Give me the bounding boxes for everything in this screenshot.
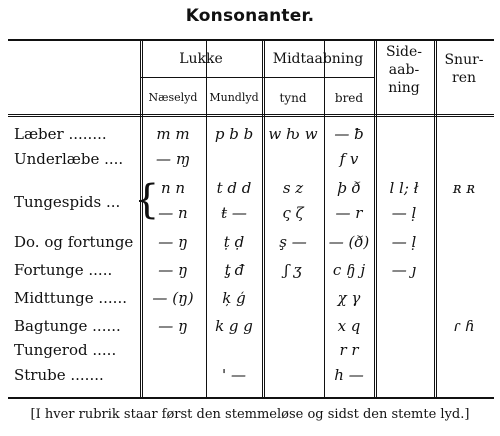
cell-side: — ḷ (391, 204, 417, 222)
cell-tynd: ʃ ʒ (284, 261, 302, 279)
cell-naeselyd: — n (158, 204, 188, 222)
cell-bred: f v (339, 150, 359, 168)
header-sideaabning: Side- aab- ning (385, 44, 423, 96)
cell-side: l l; ł (389, 179, 419, 197)
cell-mundlyd: t d d (216, 179, 252, 197)
consonant-table (8, 39, 494, 399)
cell-bred: r r (339, 341, 359, 359)
table-title: Konsonanter. (185, 6, 315, 26)
cell-mundlyd: ŧ — (221, 204, 247, 222)
cell-bred: c ɧ j (332, 261, 366, 279)
row-label: Læber ........ (14, 125, 107, 143)
cell-tynd: w ƕ w (268, 125, 318, 143)
cell-side: — ḷ (391, 233, 417, 251)
cell-mundlyd: ķ ģ (222, 289, 246, 307)
header-tynd: tynd (279, 91, 307, 105)
cell-bred: x q (337, 317, 361, 335)
cell-naeselyd: — ŋ (158, 317, 188, 335)
footnote: [I hver rubrik staar først den stemmeløse og sidst den stemte lyd.] (30, 407, 470, 422)
brace: { (134, 177, 160, 223)
header-snurren: Snur- ren (444, 52, 484, 86)
cell-bred: þ ð (337, 179, 361, 197)
cell-bred: — r (335, 204, 363, 222)
row-label: Fortunge ..... (14, 261, 113, 279)
cell-tynd: ş — (279, 233, 307, 251)
subheader-rule (140, 77, 374, 78)
row-label: Midttunge ...... (14, 289, 127, 307)
cell-naeselyd: — (ŋ) (152, 289, 194, 307)
cell-bred: χ γ (337, 289, 361, 307)
cell-snurren: ɾ ɦ (453, 317, 475, 335)
cell-mundlyd: k g g (215, 317, 253, 335)
cell-naeselyd: — ŋ (158, 261, 188, 279)
cell-naeselyd: m m (156, 125, 190, 143)
cell-naeselyd: — ŋ (158, 233, 188, 251)
header-lukke: Lukke (179, 51, 223, 67)
cell-bred: — (ð) (328, 233, 370, 251)
header-bred: bred (334, 91, 364, 105)
header-midtaabning: Midtaabning (272, 51, 364, 67)
row-label: Do. og fortunge (14, 233, 134, 251)
cell-mundlyd: ṭ ḍ (223, 233, 245, 251)
cell-bred: — ƀ (334, 125, 364, 143)
cell-tynd: s z (282, 179, 304, 197)
cell-side: — ȷ (391, 261, 417, 279)
row-label: Strube ....... (14, 366, 104, 384)
cell-tynd: ς ζ (282, 204, 304, 222)
cell-mundlyd: p b b (214, 125, 254, 143)
cell-snurren: ʀ ʀ (452, 179, 476, 197)
column-divider (434, 41, 437, 397)
cell-naeselyd: — ɱ (156, 150, 190, 168)
cell-bred: h — (334, 366, 364, 384)
row-label-tungespids: Tungespids ... (14, 193, 121, 211)
header-rule (8, 114, 494, 117)
row-label: Underlæbe .... (14, 150, 124, 168)
cell-mundlyd: ' — (222, 366, 246, 384)
header-naeselyd: Næselyd (148, 91, 198, 104)
cell-naeselyd: n n (160, 179, 186, 197)
header-mundlyd: Mundlyd (209, 91, 259, 104)
row-label: Tungerod ..... (14, 341, 117, 359)
cell-mundlyd: ƫ đ (223, 261, 245, 279)
row-label: Bagtunge ...... (14, 317, 121, 335)
